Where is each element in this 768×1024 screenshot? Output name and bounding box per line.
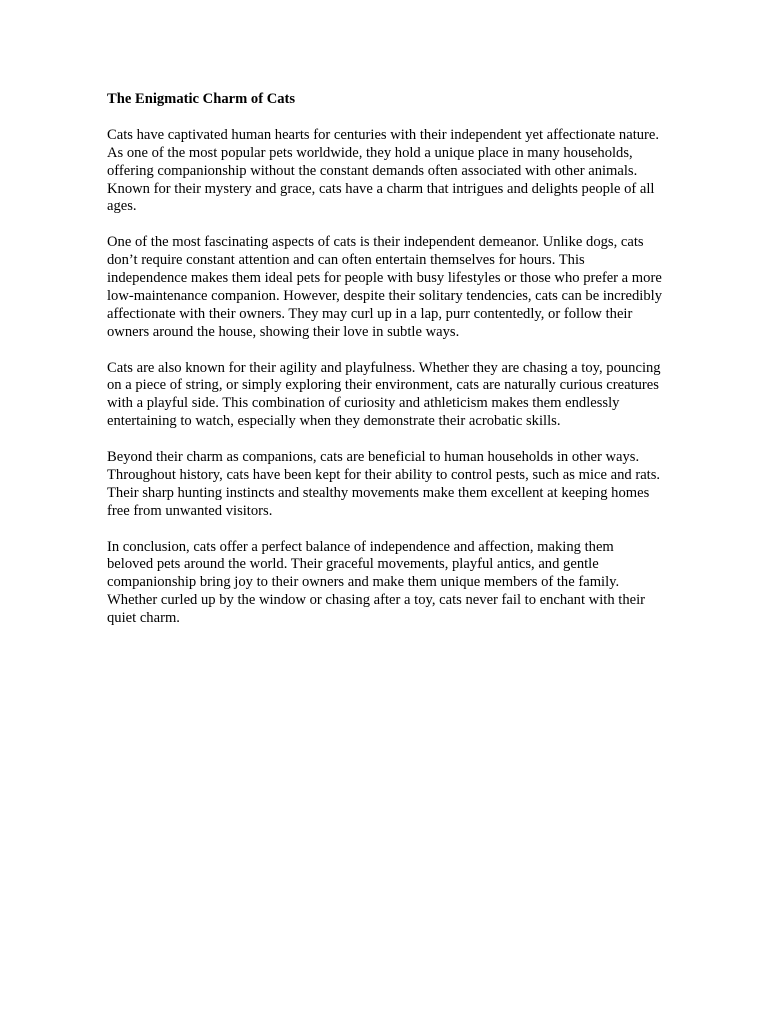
paragraph: Cats are also known for their agility and playfulness. Whether they are chasing a toy, pouncing on a piece of string, or simply exploring their environment, cats are naturally curious creatures with a playful side. This combination of curiosity and athleticism makes them endlessly entertaining to watch, especially when they demonstrate their acrobatic skills. — [107, 359, 661, 430]
paragraph: In conclusion, cats offer a perfect balance of independence and affection, making them beloved pets around the world. Their graceful movements, playful antics, and gentle companionship bring joy to their owners and make them unique members of the family. Whether curled up by the window or chasing after a toy, cats never fail to enchant with their quiet charm. — [107, 538, 646, 627]
paragraph: Beyond their charm as companions, cats are beneficial to human households in other ways. Throughout history, cats have been kept for their ability to control pests, such as mice and rats. Their sharp hunting instincts and stealthy movements make them excellent at keeping homes free from unwanted visitors. — [107, 449, 661, 519]
paragraph: Cats have captivated human hearts for centuries with their independent yet affectionate nature. As one of the most popular pets worldwide, they hold a unique place in many households, offering companionship without the constant demands often associated with other animals. Known for their mystery and grace, cats have a charm that intrigues and delights people of all ages. — [107, 126, 660, 215]
document-body — [107, 91, 663, 628]
document-title: The Enigmatic Charm of Cats — [107, 91, 296, 107]
paragraph: One of the most fascinating aspects of cats is their independent demeanor. Unlike dogs, cats don’t require constant attention and can often entertain themselves for hours. This independence makes them ideal pets for people with busy lifestyles or those who prefer a more low-maintenance companion. However, despite their solitary tendencies, cats can be incredibly affectionate with their owners. They may curl up in a lap, purr contentedly, or follow their owners around the house, showing their love in subtle ways. — [107, 234, 662, 340]
